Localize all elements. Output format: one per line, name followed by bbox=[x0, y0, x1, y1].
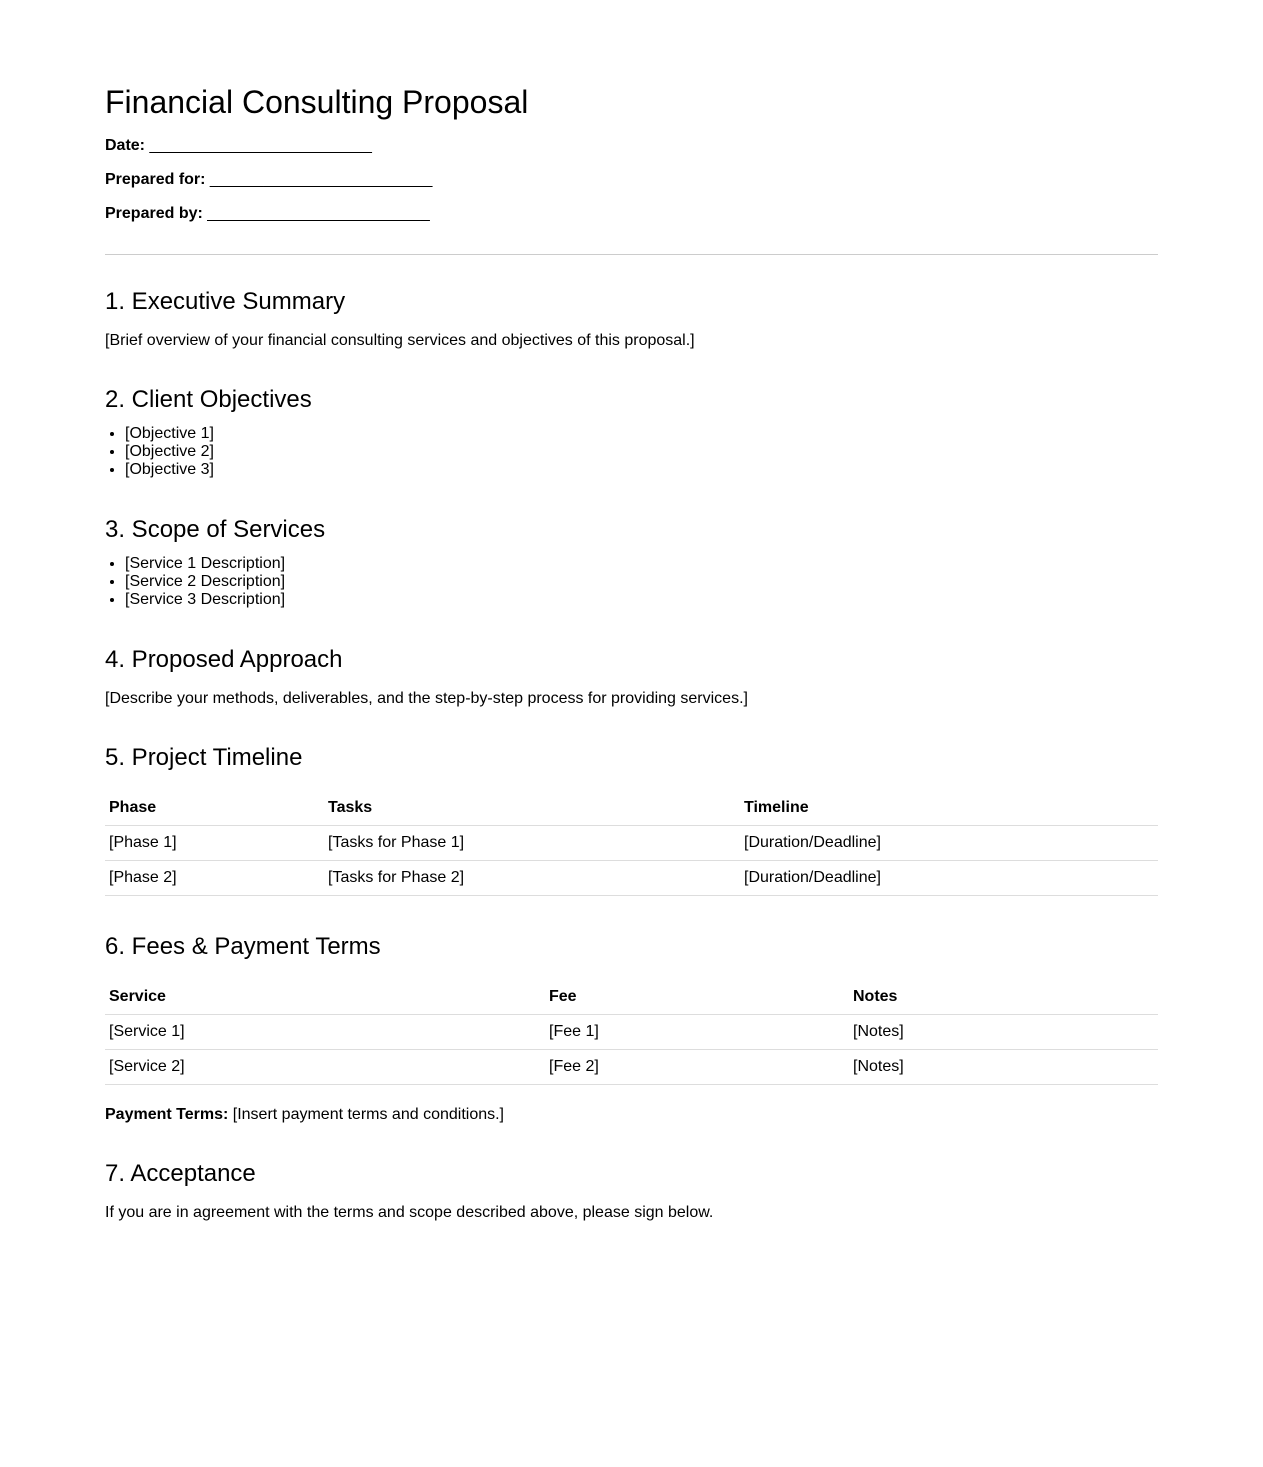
date-label: Date: bbox=[105, 137, 146, 154]
list-item: • [Objective 1] bbox=[125, 425, 214, 443]
table-row bbox=[105, 1015, 1158, 1050]
list-item: • [Objective 3] bbox=[125, 461, 214, 479]
table-cell: [Duration/Deadline] bbox=[740, 861, 1158, 896]
executive-summary-text: [Brief overview of your financial consulting services and objectives of this proposal.] bbox=[105, 332, 695, 349]
table-cell: [Phase 1] bbox=[105, 826, 324, 861]
list-item: • [Service 1 Description] bbox=[125, 555, 285, 573]
prepared-for-field bbox=[105, 170, 432, 190]
list-item: • [Service 3 Description] bbox=[125, 591, 285, 609]
project-timeline-table bbox=[105, 791, 1158, 896]
column-header-fee: Fee bbox=[545, 980, 849, 1015]
table-header-row bbox=[105, 980, 1158, 1015]
prepared-by-label: Prepared by: bbox=[105, 205, 203, 222]
prepared-for-label: Prepared for: bbox=[105, 171, 206, 188]
table-cell: [Duration/Deadline] bbox=[740, 826, 1158, 861]
table-cell: [Tasks for Phase 2] bbox=[324, 861, 740, 896]
table-cell: [Service 1] bbox=[105, 1015, 545, 1050]
payment-terms bbox=[105, 1105, 504, 1125]
table-cell: [Phase 2] bbox=[105, 861, 324, 896]
table-cell: [Fee 2] bbox=[545, 1050, 849, 1085]
table-row bbox=[105, 826, 1158, 861]
table-cell: [Service 2] bbox=[105, 1050, 545, 1085]
payment-terms-text: [Insert payment terms and conditions.] bbox=[228, 1106, 504, 1123]
divider bbox=[105, 254, 1158, 255]
prepared-by-blank: _________________________ bbox=[207, 205, 430, 222]
document-title: Financial Consulting Proposal bbox=[105, 84, 529, 120]
section-heading-project-timeline: 5. Project Timeline bbox=[105, 744, 303, 771]
column-header-notes: Notes bbox=[849, 980, 1158, 1015]
column-header-service: Service bbox=[105, 980, 545, 1015]
table-cell: [Tasks for Phase 1] bbox=[324, 826, 740, 861]
list-item: • [Objective 2] bbox=[125, 443, 214, 461]
table-cell: [Notes] bbox=[849, 1050, 1158, 1085]
column-header-tasks: Tasks bbox=[324, 791, 740, 826]
section-heading-fees: 6. Fees & Payment Terms bbox=[105, 933, 381, 960]
proposed-approach-text: [Describe your methods, deliverables, and the step-by-step process for providing services.] bbox=[105, 690, 748, 707]
payment-terms-label: Payment Terms: bbox=[105, 1106, 229, 1123]
table-header-row bbox=[105, 791, 1158, 826]
prepared-for-blank: _________________________ bbox=[209, 171, 433, 188]
table-row bbox=[105, 861, 1158, 896]
table-row bbox=[105, 1050, 1158, 1085]
date-blank: _________________________ bbox=[149, 137, 372, 154]
column-header-timeline: Timeline bbox=[740, 791, 1158, 826]
client-objectives-list bbox=[105, 425, 214, 479]
table-cell: [Notes] bbox=[849, 1015, 1158, 1050]
scope-of-services-list bbox=[105, 555, 285, 609]
section-heading-proposed-approach: 4. Proposed Approach bbox=[105, 646, 343, 673]
list-item: • [Service 2 Description] bbox=[125, 573, 285, 591]
section-heading-executive-summary: 1. Executive Summary bbox=[105, 288, 346, 315]
section-heading-acceptance: 7. Acceptance bbox=[105, 1160, 256, 1187]
table-cell: [Fee 1] bbox=[545, 1015, 849, 1050]
prepared-by-field bbox=[105, 204, 430, 224]
section-heading-client-objectives: 2. Client Objectives bbox=[105, 386, 312, 413]
fees-table bbox=[105, 980, 1158, 1085]
column-header-phase: Phase bbox=[105, 791, 324, 826]
section-heading-scope-of-services: 3. Scope of Services bbox=[105, 516, 326, 543]
acceptance-text: If you are in agreement with the terms and scope described above, please sign below. bbox=[105, 1204, 714, 1221]
date-field bbox=[105, 136, 372, 156]
